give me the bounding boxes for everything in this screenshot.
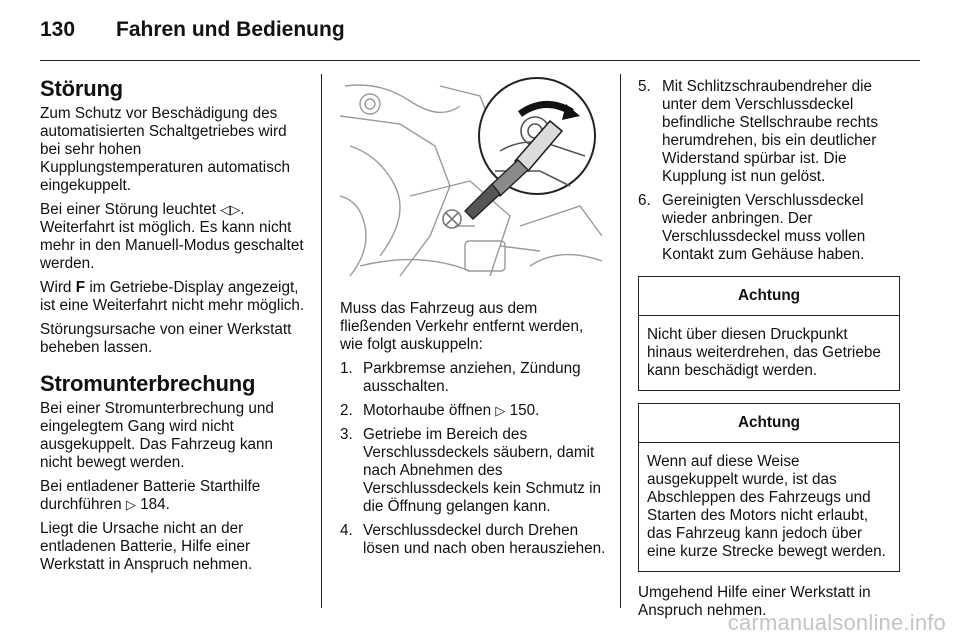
paragraph: Störungsursache von einer Werkstatt beheben lassen.: [40, 321, 292, 356]
paragraph: Zum Schutz vor Beschädigung des automatisierten Schaltgetriebes wird bei sehr hohen Kupplungstemperaturen automatisch eingekuppelt.: [40, 105, 291, 194]
list-item: 3. Getriebe im Bereich des Verschlussdeckels säubern, damit nach Abnehmen des Verschlussdeckels kein Schmutz in die Öffnung gelangen kann.: [340, 426, 602, 515]
column-1: [40, 76, 308, 580]
transmission-warning-icon: ◁▷: [220, 202, 241, 217]
page-reference-icon: ▷: [495, 403, 506, 418]
steps-list: [340, 360, 608, 558]
paragraph: Bei einer Stromunterbrechung und eingelegtem Gang wird nicht ausgekuppelt. Das Fahrzeug kann nicht bewegt werden.: [40, 400, 274, 471]
list-item: 5. Mit Schlitzschraubendreher die unter dem Verschlussdeckel befindliche Stellschraube rechts herumdrehen, bis ein deutlicher Widerstand spürbar ist. Die Kupplung ist nun gelöst.: [638, 78, 878, 185]
notice-box: [638, 403, 900, 572]
chapter-title: Fahren und Bedienung: [116, 18, 345, 41]
transmission-cover-illustration: [340, 76, 602, 286]
column-divider-2: [620, 74, 621, 608]
heading-stromunterbrechung: Stromunterbrechung: [40, 371, 256, 396]
heading-stoerung: Störung: [40, 76, 123, 101]
paragraph: Liegt die Ursache nicht an der entladenen Batterie, Hilfe einer Werkstatt in Anspruch nehmen.: [40, 520, 253, 573]
list-item: 2. Motorhaube öffnen ▷ 150.: [340, 402, 540, 419]
notice-title: Achtung: [639, 277, 899, 316]
list-item: 6. Gereinigten Verschlussdeckel wieder anbringen. Der Verschlussdeckel muss vollen Kontakt zum Gehäuse haben.: [638, 192, 866, 263]
paragraph: Bei einer Störung leuchtet ◁▷. Weiterfahrt ist möglich. Es kann nicht mehr in den Manuell-Modus geschaltet werden.: [40, 201, 304, 272]
steps-list: [638, 78, 900, 264]
paragraph: Bei entladener Batterie Starthilfe durchführen ▷ 184.: [40, 478, 261, 513]
column-3: [638, 78, 900, 626]
notice-body: Nicht über diesen Druckpunkt hinaus weiterdrehen, das Getriebe kann beschädigt werden.: [647, 326, 881, 379]
page-number: 130: [40, 18, 76, 41]
column-2: [340, 76, 608, 564]
header-rule: [40, 60, 920, 61]
page-reference-icon: ▷: [125, 497, 136, 512]
watermark: carmanualsonline.info: [727, 610, 946, 635]
list-item: 1. Parkbremse anziehen, Zündung ausschalten.: [340, 360, 581, 395]
notice-title: Achtung: [639, 404, 899, 443]
display-letter-f: F: [75, 279, 86, 296]
paragraph: Umgehend Hilfe einer Werkstatt in Anspruch nehmen.: [638, 584, 871, 619]
notice-box: [638, 276, 900, 391]
notice-body: Wenn auf diese Weise ausgekuppelt wurde, ist das Abschleppen des Fahrzeugs und Starten des Motors nicht erlaubt, das Fahrzeug kann jedoch über eine kurze Strecke bewegt werden.: [647, 453, 886, 560]
page-reference-link[interactable]: 184.: [140, 496, 170, 513]
page-reference-link[interactable]: 150.: [509, 402, 540, 419]
column-divider-1: [321, 74, 322, 608]
paragraph: Wird F im Getriebe-Display angezeigt, ist eine Weiterfahrt nicht mehr möglich.: [40, 279, 305, 314]
paragraph: Muss das Fahrzeug aus dem fließenden Verkehr entfernt werden, wie folgt auskuppeln:: [340, 300, 584, 353]
list-item: 4. Verschlussdeckel durch Drehen lösen und nach oben herausziehen.: [340, 522, 606, 557]
